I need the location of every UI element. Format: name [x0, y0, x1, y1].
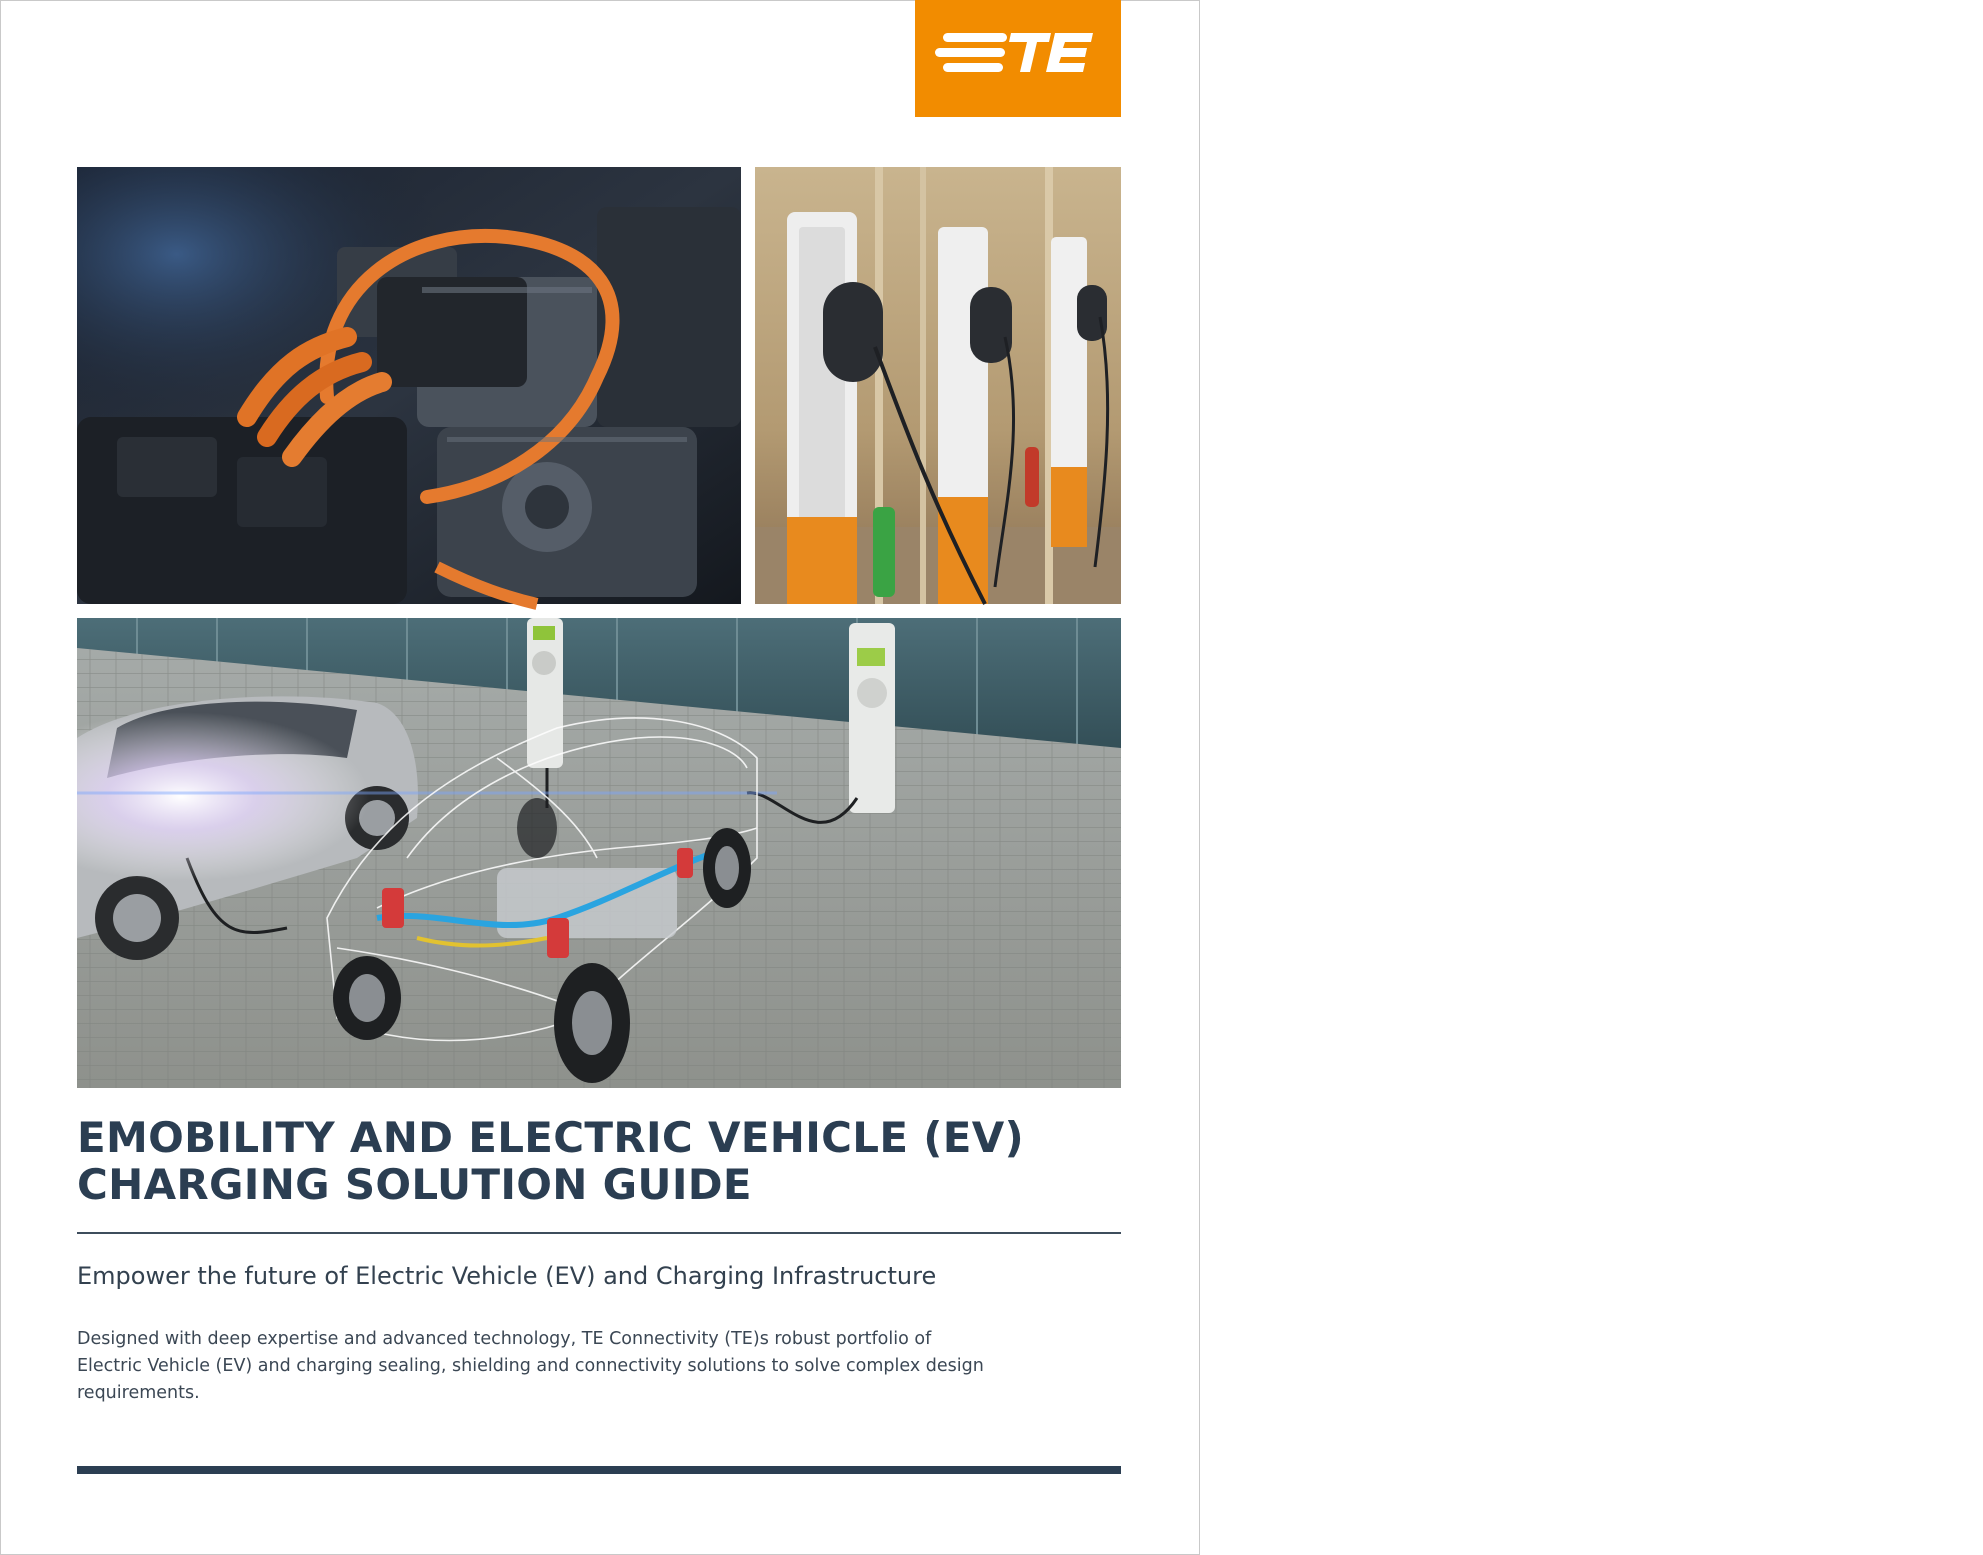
title-line-1: EMOBILITY AND ELECTRIC VEHICLE (EV) — [77, 1113, 1025, 1162]
ev-charging-stations-photo — [755, 167, 1121, 604]
divider-rule — [77, 1232, 1121, 1234]
ev-charging-stations-icon — [755, 167, 1121, 604]
title-line-2: CHARGING SOLUTION GUIDE — [77, 1160, 752, 1209]
transparent-ev-car-photo — [77, 618, 1121, 1088]
footer-rule — [77, 1466, 1121, 1474]
te-logo — [915, 0, 1983, 117]
body-line-2: Electric Vehicle (EV) and charging sealing, shielding and connectivity solutions to solve complex design — [77, 1356, 984, 1376]
body-line-1: Designed with deep expertise and advanced technology, TE Connectivity (TE)s robust portfolio of — [77, 1329, 932, 1349]
te-logo-icon — [915, 0, 1121, 117]
page-title — [77, 1114, 1137, 1208]
ev-engine-orange-cables-icon — [77, 167, 741, 604]
subtitle: Empower the future of Electric Vehicle (EV) and Charging Infrastructure — [77, 1262, 937, 1290]
body-paragraph — [77, 1326, 1117, 1407]
body-line-3: requirements. — [77, 1383, 200, 1403]
transparent-ev-car-charging-icon — [77, 618, 1121, 1088]
ev-engine-photo — [77, 167, 741, 604]
logo-subtext: connectivity — [1919, 78, 1983, 90]
